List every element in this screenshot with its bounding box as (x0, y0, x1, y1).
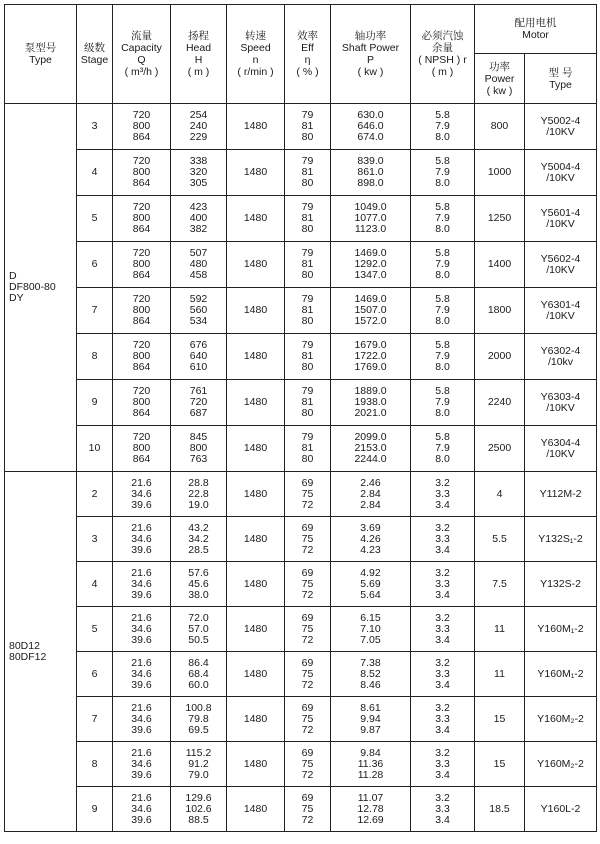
motor-type-cell: Y5602-4 /10KV (525, 242, 597, 288)
head-cell: 57.6 45.6 38.0 (171, 562, 227, 607)
motor-type-cell: Y5004-4 /10KV (525, 150, 597, 196)
npsh-cell: 3.2 3.3 3.4 (411, 697, 475, 742)
stage-cell: 3 (77, 517, 113, 562)
capacity-cell: 720 800 864 (113, 196, 171, 242)
motor-power-cell: 2500 (475, 426, 525, 472)
stage-cell: 8 (77, 334, 113, 380)
header-type: 泵型号 Type (5, 5, 77, 104)
npsh-cell: 5.8 7.9 8.0 (411, 380, 475, 426)
header-shaft-power: 轴功率 Shaft Power P ( kw ) (331, 5, 411, 104)
npsh-cell: 5.8 7.9 8.0 (411, 426, 475, 472)
table-body (5, 104, 597, 832)
shaft-power-cell: 2099.0 2153.0 2244.0 (331, 426, 411, 472)
speed-cell: 1480 (227, 517, 285, 562)
shaft-power-cell: 8.61 9.94 9.87 (331, 697, 411, 742)
motor-power-cell: 18.5 (475, 787, 525, 832)
motor-type-cell: Y160M₁-2 (525, 652, 597, 697)
motor-power-cell: 15 (475, 742, 525, 787)
npsh-cell: 5.8 7.9 8.0 (411, 242, 475, 288)
head-cell: 100.8 79.8 69.5 (171, 697, 227, 742)
speed-cell: 1480 (227, 104, 285, 150)
speed-cell: 1480 (227, 562, 285, 607)
eff-cell: 79 81 80 (285, 334, 331, 380)
eff-cell: 69 75 72 (285, 517, 331, 562)
motor-power-cell: 11 (475, 652, 525, 697)
speed-cell: 1480 (227, 150, 285, 196)
motor-type-cell: Y112M-2 (525, 472, 597, 517)
stage-cell: 4 (77, 150, 113, 196)
npsh-cell: 3.2 3.3 3.4 (411, 787, 475, 832)
stage-cell: 7 (77, 697, 113, 742)
table-row (5, 652, 597, 697)
npsh-cell: 3.2 3.3 3.4 (411, 652, 475, 697)
motor-power-cell: 4 (475, 472, 525, 517)
capacity-cell: 21.6 34.6 39.6 (113, 562, 171, 607)
shaft-power-cell: 9.84 11.36 11.28 (331, 742, 411, 787)
motor-type-cell: Y5601-4 /10KV (525, 196, 597, 242)
motor-power-cell: 15 (475, 697, 525, 742)
head-cell: 676 640 610 (171, 334, 227, 380)
npsh-cell: 3.2 3.3 3.4 (411, 742, 475, 787)
table-row (5, 787, 597, 832)
header-capacity: 流量 Capacity Q ( m³/h ) (113, 5, 171, 104)
shaft-power-cell: 1889.0 1938.0 2021.0 (331, 380, 411, 426)
table-row (5, 196, 597, 242)
capacity-cell: 21.6 34.6 39.6 (113, 652, 171, 697)
shaft-power-cell: 1469.0 1292.0 1347.0 (331, 242, 411, 288)
npsh-cell: 3.2 3.3 3.4 (411, 607, 475, 652)
eff-cell: 79 81 80 (285, 150, 331, 196)
capacity-cell: 720 800 864 (113, 426, 171, 472)
speed-cell: 1480 (227, 607, 285, 652)
eff-cell: 79 81 80 (285, 426, 331, 472)
eff-cell: 69 75 72 (285, 652, 331, 697)
capacity-cell: 720 800 864 (113, 380, 171, 426)
table-row (5, 742, 597, 787)
shaft-power-cell: 1049.0 1077.0 1123.0 (331, 196, 411, 242)
shaft-power-cell: 11.07 12.78 12.69 (331, 787, 411, 832)
table-row (5, 334, 597, 380)
pump-spec-table (4, 4, 597, 832)
head-cell: 423 400 382 (171, 196, 227, 242)
eff-cell: 69 75 72 (285, 697, 331, 742)
speed-cell: 1480 (227, 472, 285, 517)
motor-type-cell: Y6301-4 /10KV (525, 288, 597, 334)
motor-type-cell: Y5002-4 /10KV (525, 104, 597, 150)
eff-cell: 79 81 80 (285, 242, 331, 288)
table-row (5, 426, 597, 472)
pump-type-cell: D DF800-80 DY (5, 104, 77, 472)
speed-cell: 1480 (227, 697, 285, 742)
header-motor-type: 型 号 Type (525, 54, 597, 104)
stage-cell: 5 (77, 196, 113, 242)
stage-cell: 7 (77, 288, 113, 334)
speed-cell: 1480 (227, 334, 285, 380)
eff-cell: 69 75 72 (285, 472, 331, 517)
speed-cell: 1480 (227, 288, 285, 334)
eff-cell: 69 75 72 (285, 742, 331, 787)
npsh-cell: 3.2 3.3 3.4 (411, 472, 475, 517)
head-cell: 86.4 68.4 60.0 (171, 652, 227, 697)
table-row (5, 517, 597, 562)
motor-power-cell: 2000 (475, 334, 525, 380)
shaft-power-cell: 2.46 2.84 2.84 (331, 472, 411, 517)
stage-cell: 6 (77, 652, 113, 697)
speed-cell: 1480 (227, 787, 285, 832)
shaft-power-cell: 839.0 861.0 898.0 (331, 150, 411, 196)
header-head: 扬程 Head H ( m ) (171, 5, 227, 104)
table-row (5, 562, 597, 607)
shaft-power-cell: 4.92 5.69 5.64 (331, 562, 411, 607)
capacity-cell: 21.6 34.6 39.6 (113, 472, 171, 517)
npsh-cell: 5.8 7.9 8.0 (411, 288, 475, 334)
capacity-cell: 21.6 34.6 39.6 (113, 742, 171, 787)
speed-cell: 1480 (227, 652, 285, 697)
motor-power-cell: 11 (475, 607, 525, 652)
capacity-cell: 720 800 864 (113, 334, 171, 380)
stage-cell: 4 (77, 562, 113, 607)
eff-cell: 69 75 72 (285, 607, 331, 652)
table-row (5, 380, 597, 426)
motor-power-cell: 1250 (475, 196, 525, 242)
capacity-cell: 21.6 34.6 39.6 (113, 517, 171, 562)
table-row (5, 242, 597, 288)
head-cell: 115.2 91.2 79.0 (171, 742, 227, 787)
motor-power-cell: 2240 (475, 380, 525, 426)
shaft-power-cell: 1679.0 1722.0 1769.0 (331, 334, 411, 380)
motor-type-cell: Y160L-2 (525, 787, 597, 832)
capacity-cell: 720 800 864 (113, 242, 171, 288)
eff-cell: 69 75 72 (285, 562, 331, 607)
header-stage: 级数 Stage (77, 5, 113, 104)
capacity-cell: 21.6 34.6 39.6 (113, 787, 171, 832)
table-row (5, 607, 597, 652)
head-cell: 338 320 305 (171, 150, 227, 196)
stage-cell: 9 (77, 787, 113, 832)
speed-cell: 1480 (227, 380, 285, 426)
head-cell: 592 560 534 (171, 288, 227, 334)
motor-type-cell: Y132S-2 (525, 562, 597, 607)
table-row (5, 472, 597, 517)
motor-type-cell: Y6304-4 /10KV (525, 426, 597, 472)
stage-cell: 2 (77, 472, 113, 517)
head-cell: 845 800 763 (171, 426, 227, 472)
capacity-cell: 720 800 864 (113, 104, 171, 150)
capacity-cell: 720 800 864 (113, 150, 171, 196)
npsh-cell: 5.8 7.9 8.0 (411, 334, 475, 380)
header-eff: 效率 Eff η ( % ) (285, 5, 331, 104)
speed-cell: 1480 (227, 742, 285, 787)
eff-cell: 79 81 80 (285, 380, 331, 426)
motor-power-cell: 800 (475, 104, 525, 150)
npsh-cell: 5.8 7.9 8.0 (411, 150, 475, 196)
table-row (5, 104, 597, 150)
npsh-cell: 5.8 7.9 8.0 (411, 196, 475, 242)
motor-type-cell: Y6302-4 /10kv (525, 334, 597, 380)
motor-power-cell: 1400 (475, 242, 525, 288)
speed-cell: 1480 (227, 426, 285, 472)
shaft-power-cell: 7.38 8.52 8.46 (331, 652, 411, 697)
head-cell: 28.8 22.8 19.0 (171, 472, 227, 517)
table-row (5, 697, 597, 742)
head-cell: 43.2 34.2 28.5 (171, 517, 227, 562)
shaft-power-cell: 1469.0 1507.0 1572.0 (331, 288, 411, 334)
stage-cell: 3 (77, 104, 113, 150)
shaft-power-cell: 630.0 646.0 674.0 (331, 104, 411, 150)
header-speed: 转速 Speed n ( r/min ) (227, 5, 285, 104)
table-row (5, 288, 597, 334)
head-cell: 72.0 57.0 50.5 (171, 607, 227, 652)
motor-power-cell: 1000 (475, 150, 525, 196)
capacity-cell: 21.6 34.6 39.6 (113, 607, 171, 652)
motor-type-cell: Y160M₁-2 (525, 607, 597, 652)
stage-cell: 5 (77, 607, 113, 652)
eff-cell: 79 81 80 (285, 288, 331, 334)
eff-cell: 79 81 80 (285, 104, 331, 150)
capacity-cell: 21.6 34.6 39.6 (113, 697, 171, 742)
motor-type-cell: Y160M₂-2 (525, 697, 597, 742)
eff-cell: 69 75 72 (285, 787, 331, 832)
capacity-cell: 720 800 864 (113, 288, 171, 334)
stage-cell: 9 (77, 380, 113, 426)
motor-type-cell: Y160M₂-2 (525, 742, 597, 787)
head-cell: 761 720 687 (171, 380, 227, 426)
speed-cell: 1480 (227, 196, 285, 242)
shaft-power-cell: 3.69 4.26 4.23 (331, 517, 411, 562)
table-row (5, 150, 597, 196)
stage-cell: 6 (77, 242, 113, 288)
shaft-power-cell: 6.15 7.10 7.05 (331, 607, 411, 652)
head-cell: 507 480 458 (171, 242, 227, 288)
header-npsh: 必须汽蚀 余量 ( NPSH ) r ( m ) (411, 5, 475, 104)
stage-cell: 8 (77, 742, 113, 787)
motor-type-cell: Y6303-4 /10KV (525, 380, 597, 426)
head-cell: 254 240 229 (171, 104, 227, 150)
speed-cell: 1480 (227, 242, 285, 288)
npsh-cell: 5.8 7.9 8.0 (411, 104, 475, 150)
motor-type-cell: Y132S₁-2 (525, 517, 597, 562)
npsh-cell: 3.2 3.3 3.4 (411, 517, 475, 562)
header-motor: 配用电机 Motor (475, 5, 597, 54)
stage-cell: 10 (77, 426, 113, 472)
head-cell: 129.6 102.6 88.5 (171, 787, 227, 832)
header-motor-power: 功率 Power ( kw ) (475, 54, 525, 104)
motor-power-cell: 1800 (475, 288, 525, 334)
motor-power-cell: 5.5 (475, 517, 525, 562)
pump-type-cell: 80D12 80DF12 (5, 472, 77, 832)
motor-power-cell: 7.5 (475, 562, 525, 607)
npsh-cell: 3.2 3.3 3.4 (411, 562, 475, 607)
eff-cell: 79 81 80 (285, 196, 331, 242)
